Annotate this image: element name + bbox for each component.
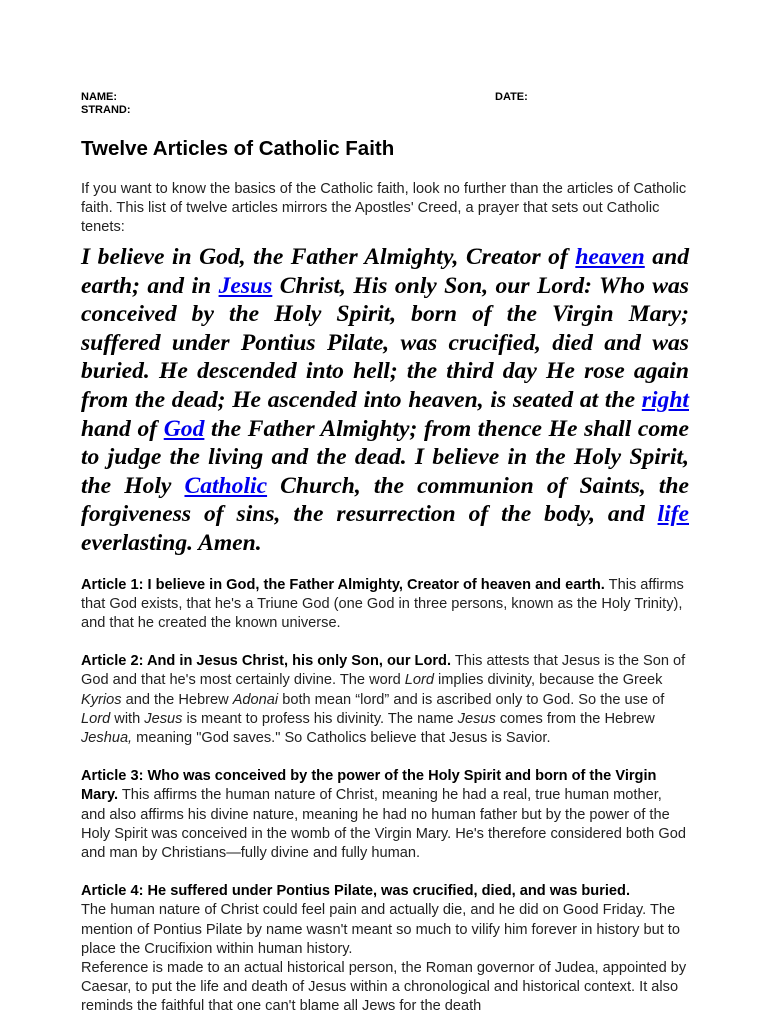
article-text: and the Hebrew (121, 691, 233, 708)
creed-text: Church, the communion of Saints, the forgiveness of sins, the resurrection of the body, and (81, 472, 689, 528)
article-4 (81, 882, 689, 1016)
article-heading: Article 3: Who was conceived by the power of the Holy Spirit and born of the Virgin Mary. (81, 768, 657, 804)
article-text: both mean “lord” and is ascribed only to God. So the use of (278, 691, 665, 708)
article-text: with (110, 710, 145, 727)
article-italic: Adonai (232, 691, 279, 708)
article-italic: Lord (81, 710, 111, 727)
article-heading: Article 1: I believe in God, the Father Almighty, Creator of heaven and earth. (81, 576, 605, 593)
article-heading: Article 4: He suffered under Pontius Pilate, was crucified, died, and was buried. (81, 883, 631, 900)
article-text: This affirms that God exists, that he's a Triune God (one God in three persons, known as the Holy Trinity), and that he created the known universe. (81, 576, 684, 631)
article-italic: Kyrios (81, 691, 122, 708)
article-text: The human nature of Christ could feel pain and actually die, and he did on Good Friday. The mention of Pontius Pilate by name wasn't meant so much to vilify him forever in history but to place the Crucifixion within human history. (81, 902, 680, 957)
creed-text: Christ, His only Son, our Lord: Who was conceived by the Holy Spirit, born of the Virgin Mary; suffered under Pontius Pilate, was crucified, died and was buried. He descended into hell; the third day He rose again from the dead; He ascended into heaven, is seated at the (81, 272, 689, 413)
link-god[interactable]: God (163, 415, 205, 442)
article-text: Reference is made to an actual historical person, the Roman governor of Judea, appointed by Caesar, to put the life and death of Jesus within a chronological and historical context. It also reminds the faithful that one can't blame all Jews for the death (81, 959, 687, 1015)
article-1 (81, 576, 689, 634)
article-italic: Jeshua, (81, 729, 133, 746)
link-life[interactable]: life (657, 501, 689, 528)
link-right[interactable]: right (641, 386, 689, 413)
article-italic: Lord (404, 672, 434, 689)
form-header (81, 91, 689, 117)
creed-text: the Father Almighty; from thence He shall come to judge the living and the dead. I believe in the Holy Spirit, the Holy (81, 415, 689, 499)
link-catholic[interactable]: Catholic (184, 472, 268, 499)
article-text: This attests that Jesus is the Son of God and that he's most certainly divine. The word (81, 653, 686, 689)
link-heaven[interactable]: heaven (575, 244, 645, 270)
article-text: is meant to profess his divinity. The name (182, 710, 458, 727)
name-label: NAME: (81, 91, 118, 103)
creed-text: and earth; and in (81, 244, 689, 299)
strand-label: STRAND: (81, 104, 131, 116)
date-label: DATE: (495, 91, 528, 103)
article-italic: Jesus (144, 710, 183, 727)
article-2 (81, 652, 689, 748)
article-text: comes from the Hebrew (495, 710, 655, 727)
article-text: implies divinity, because the Greek (433, 672, 663, 689)
intro-paragraph: If you want to know the basics of the Catholic faith, look no further than the articles of Catholic faith. This list of twelve articles mirrors the Apostles' Creed, a prayer that sets out Catholic tenets: (81, 181, 687, 235)
document-page (81, 91, 689, 1017)
article-3 (81, 767, 689, 863)
article-text: meaning "God saves." So Catholics believe that Jesus is Savior. (132, 729, 551, 746)
link-jesus[interactable]: Jesus (218, 272, 273, 299)
article-text: This affirms the human nature of Christ, meaning he had a real, true human mother, and also affirms his divine nature, meaning he had no human father but by the power of the Holy Spirit was conceived in the womb of the Virgin Mary. He's therefore considered both God and man by Christians—fully divine and fully human. (81, 787, 686, 861)
creed-text: hand of (81, 415, 164, 442)
creed-text: everlasting. Amen. (81, 529, 262, 556)
article-italic: Jesus (457, 710, 496, 727)
creed-text: I believe in God, the Father Almighty, Creator of (81, 244, 576, 270)
page-title: Twelve Articles of Catholic Faith (81, 137, 395, 160)
article-heading: Article 2: And in Jesus Christ, his only Son, our Lord. (81, 653, 452, 670)
apostles-creed (81, 243, 689, 558)
